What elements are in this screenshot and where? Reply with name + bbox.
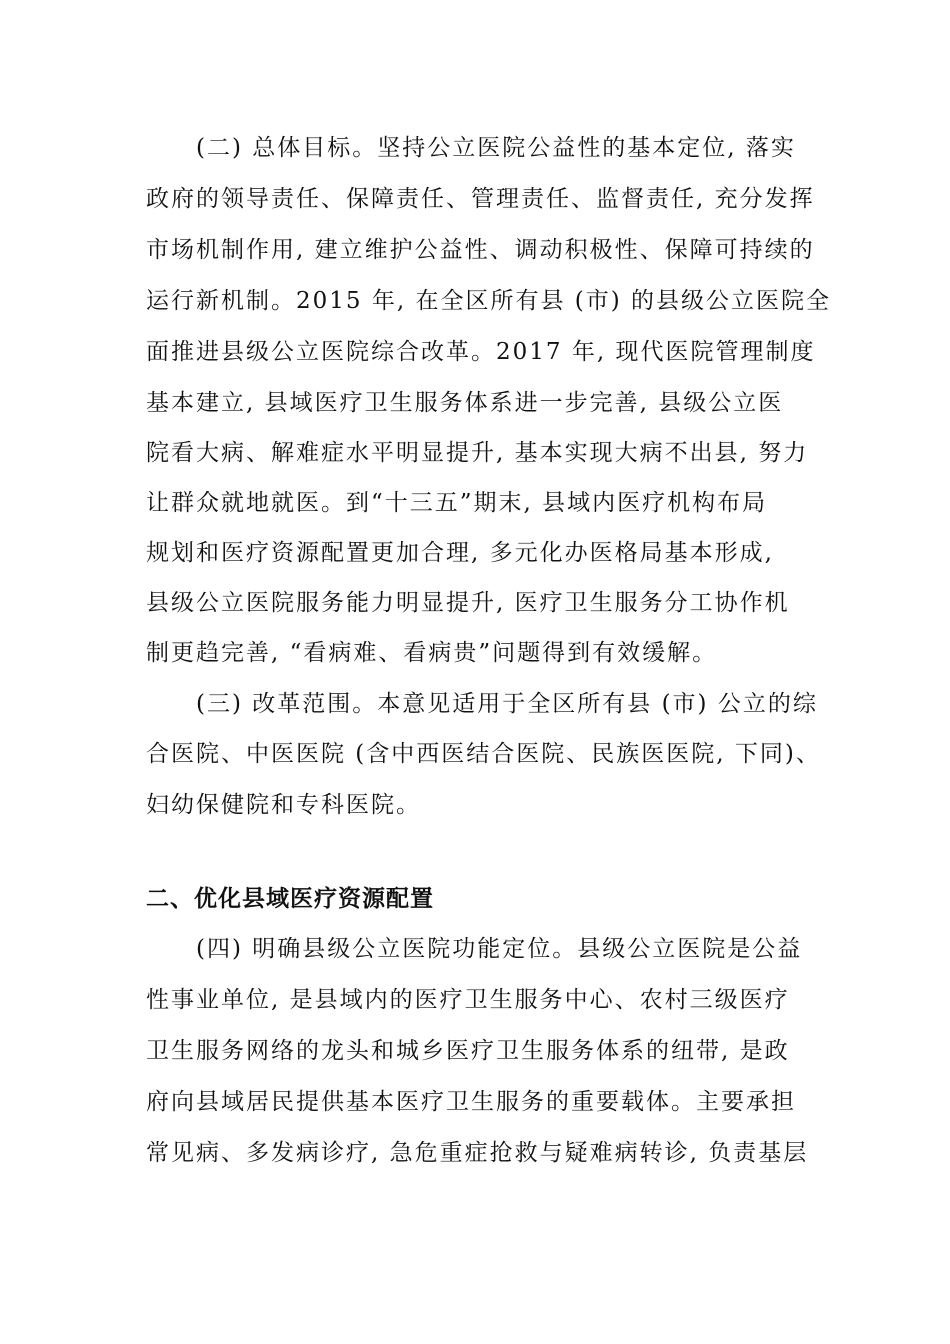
paragraph-line: 妇幼保健院和专科医院。 — [146, 792, 421, 818]
paragraph-line: 制更趋完善, “看病难、看病贵”问题得到有效缓解。 — [146, 640, 718, 666]
paragraph-line: 卫生服务网络的龙头和城乡医疗卫生服务体系的纽带, 是政 — [146, 1038, 790, 1064]
paragraph-line: 性事业单位, 是县域内的医疗卫生服务中心、农村三级医疗 — [146, 987, 790, 1013]
paragraph-line: 运行新机制。2015 年, 在全区所有县 (市) 的县级公立医院全 — [146, 288, 832, 314]
paragraph-line: 让群众就地就医。到“十三五”期末, 县域内医疗机构布局 — [146, 490, 768, 516]
section-heading: 二、优化县域医疗资源配置 — [146, 886, 434, 912]
paragraph-line: (四) 明确县级公立医院功能定位。县级公立医院是公益 — [196, 936, 803, 962]
paragraph-line: 合医院、中医医院 (含中西医结合医院、民族医医院, 下同)、 — [146, 741, 821, 767]
paragraph-line: 常见病、多发病诊疗, 急危重症抢救与疑难病转诊, 负责基层 — [146, 1140, 809, 1166]
paragraph-line: 政府的领导责任、保障责任、管理责任、监督责任, 充分发挥 — [146, 186, 815, 212]
paragraph-line: 基本建立, 县域医疗卫生服务体系进一步完善, 县级公立医 — [146, 390, 784, 416]
paragraph-line: (二) 总体目标。坚持公立医院公益性的基本定位, 落实 — [196, 135, 796, 161]
paragraph-line: 县级公立医院服务能力明显提升, 医疗卫生服务分工协作机 — [146, 590, 790, 616]
paragraph-line: 府向县域居民提供基本医疗卫生服务的重要载体。主要承担 — [146, 1089, 796, 1115]
paragraph-line: 面推进县级公立医院综合改革。2017 年, 现代医院管理制度 — [146, 339, 816, 365]
paragraph-line: 规划和医疗资源配置更加合理, 多元化办医格局基本形成, — [146, 540, 774, 566]
paragraph-line: 院看大病、解难症水平明显提升, 基本实现大病不出县, 努力 — [146, 440, 809, 466]
paragraph-line: 市场机制作用, 建立维护公益性、调动积极性、保障可持续的 — [146, 237, 815, 263]
paragraph-line: (三) 改革范围。本意见适用于全区所有县 (市) 公立的综 — [196, 691, 818, 717]
